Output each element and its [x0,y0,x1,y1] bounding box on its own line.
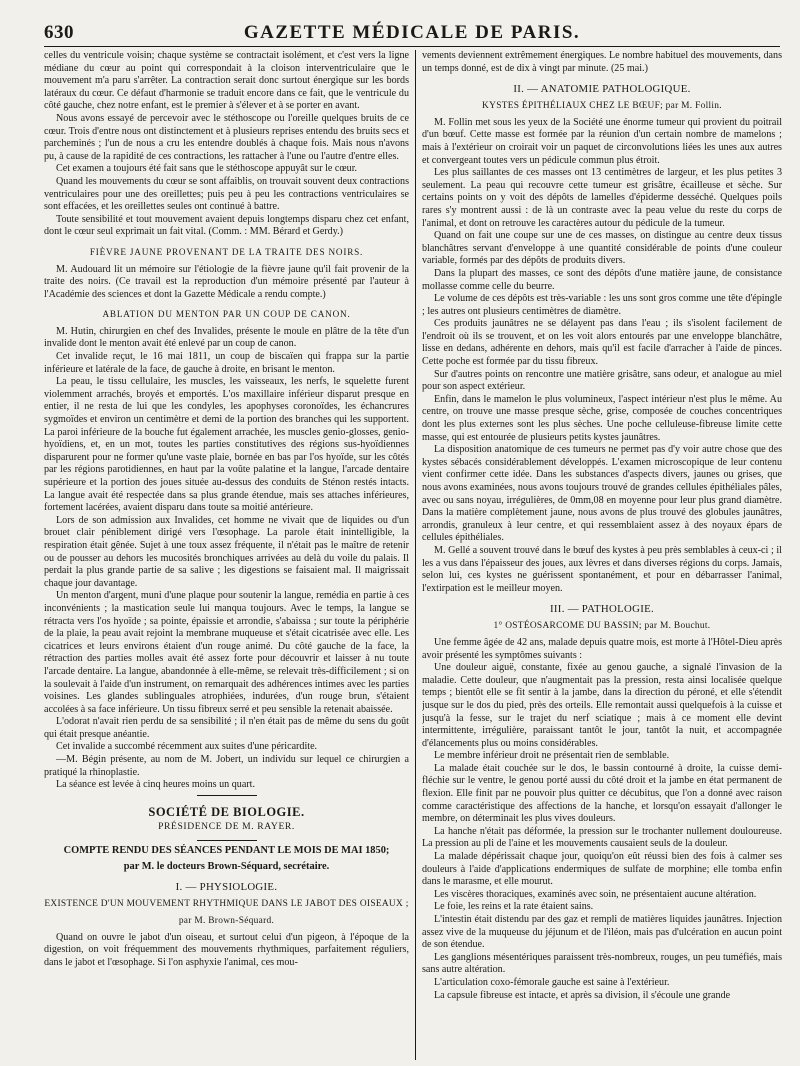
paragraph: Les ganglions mésentériques paraissent très-nombreux, rouges, un peu tuméfiés, mais sans autre altération. [422,951,782,976]
paragraph: La capsule fibreuse est intacte, et après sa division, il s'écoule une grande [434,989,731,1001]
paragraph: La peau, le tissu cellulaire, les muscles, les vaisseaux, les nerfs, le squelette furent violemment arrachés, broyés et emportés. L'os maxillaire inférieur disparut presque en entier, il ne resta de lui que les condyles, les apophyses coronoïdes, les échancrures sygmoïdes et environ un centimètre et demi de la portion des branches qui les supportent. La paroi inférieure de la bouche fut également arrachée, les muscles genio-glosses, genio-hyoïdiens, et, en un mot, toutes les parties constitutives des régions sus-hyoïdiennes disparurent pour ne former qu'une vaste plaie, bornée en bas par l'os hyoïde, sur les côtés par les régions parotidiennes, en haut par la voûte palatine et la langue, l'arcade dentaire supérieure et la portion des joues située au-dessus des conduits de Sténon restés intacts. La langue avait été respectée dans sa plus grande étendue, mais ses attaches inférieures, fortement lacérées, avaient disparu dans toute sa moitié antérieure. [44,376,409,514]
page-number: 630 [44,22,74,43]
paragraph: Ces produits jaunâtres ne se délayent pas dans l'eau ; ils s'isolent facilement de l'endroit où ils se trouvent, et on les voit alors entourés par une enveloppe blanchâtre, lisse en dedans, adhérente en dehors, mais qu'il est facile d'arracher à l'aide de pinces. Cette poche est formée par du tissu fibreux. [422,318,782,368]
article-author: par M. Brown-Séquard. [178,915,275,926]
paragraph: L'intestin était distendu par des gaz et rempli de matières liquides jaunâtres. Injection assez vive de la muqueuse du jéjunum et de l'iléon, mais pas d'ulcération en aucun point de son étendue. [422,914,782,951]
society-title: SOCIÉTÉ DE BIOLOGIE. [148,804,305,819]
running-head [44,18,780,47]
presidence-line: PRÉSIDENCE DE M. RAYER. [158,821,295,833]
paragraph: Cet examen a toujours été fait sans que le stéthoscope appuyât sur le cœur. [56,163,358,175]
paragraph: La séance est levée à cinq heures moins un quart. [56,779,255,791]
part-heading: II. — ANATOMIE PATHOLOGIQUE. [513,83,691,96]
paragraph: La disposition anatomique de ces tumeurs ne permet pas d'y voir autre chose que des kystes sébacés considérablement développés. L'examen microscopique de leur contenu vient confirmer cette idée. Dans les substances d'aspects divers, jaunes ou grises, que nous avons examinées, nous avons toujours trouvé de grandes cellules épithéliales pâles, avec ou sans noyau, irrégulières, de 0mm,08 en moyenne pour leur plus grand diamètre. Dans la matière complètement jaune, nous avons de plus trouvé des globules jaunâtres, arrondis, granuleux à leur centre, et qui ressemblaient assez à des noyaux épars de cellules épithéliales. [422,444,782,544]
paragraph: Cet invalide reçut, le 16 mai 1811, un coup de biscaïen qui frappa sur la partie inférieure et latérale de la face, de gauche à droite, en brisant le menton. [44,351,409,375]
paragraph: M. Hutin, chirurgien en chef des Invalides, présente le moule en plâtre de la tête d'un invalide dont le menton avait été enlevé par un coup de canon. [44,325,409,350]
paragraph: Cet invalide a succombé récemment aux suites d'une péricardite. [56,741,318,753]
column-rule [415,50,416,1060]
paragraph: Un menton d'argent, muni d'une plaque pour soutenir la langue, remédia en partie à ces inconvénients ; la mastication seule lui manqua toujours. Avec le temps, la langue se rétracta vers l'os hyoïde ; sa pointe, épaissie et arrondie, s'abaissa ; sur toute la périphérie de la plaie, la peau avait rejoint la membrane muqueuse et s'était cicatrisée avec elle. Les cicatrices et leurs environs étaient d'un rouge animé. Du côté gauche de la face, la rétraction des parties molles avait été assez forte pour découvrir et laisser à nu toute l'arcade dentaire. La langue, abandonnée à elle-même, se relevait très-difficilement ; si on la soulevait à l'aide d'un instrument, on remarquait des adhérences intimes avec les parties voisines. Les glandes sublinguales atrophiées, indurées, d'un rouge brun, s'étaient accolées à sa face inférieure. Un tissu fibreux serré et peu sensible la retenait abaissée. [44,590,409,715]
left-column [44,50,409,1060]
report-author: par M. le docteurs Brown-Séquard, secrétaire. [123,861,330,873]
paragraph: Le membre inférieur droit ne présentait rien de semblable. [434,750,670,762]
paragraph: celles du ventricule voisin; chaque système se contractait isolément, et c'est vers la ligne médiane du cœur au point qui correspondait à la cloison interventriculaire que le mouvement m'a paru s'arrêter. La contraction serait donc surtout énergique sur les bords latéraux du cœur. Ce défaut d'harmonie se traduit encore dans ce fait, que le ventricule du côté gauche, chez notre enfant, est le premier à s'élever et à se porter en avant. [44,50,409,112]
section-title: ABLATION DU MENTON PAR UN COUP DE CANON. [102,309,351,320]
journal-title: GAZETTE MÉDICALE DE PARIS. [243,22,581,43]
paragraph: M. Gellé a souvent trouvé dans le bœuf des kystes à peu près semblables à ceux-ci ; il les a vus dans l'épaisseur des joues, aux lèvres et dans diverses régions du corps. Jamais, selon lui, ces kystes ne guérissent spontanément, et pour en débarrasser l'animal, l'extirpation est le meilleur moyen. [422,544,782,594]
paragraph: Quand on fait une coupe sur une de ces masses, on distingue au centre deux tissus blanchâtres servant d'enveloppe à une quantité considérable de points d'une couleur variable, formés par des dépôts de produits divers. [422,230,782,267]
divider [197,795,257,796]
paragraph: Enfin, dans le mamelon le plus volumineux, l'aspect intérieur n'est plus le même. Au centre, on trouve une masse presque sèche, grise, composée de couches concentriques dont les plus externes sont les plus sèches. Une poche celluleuse-fibreuse limite cette masse, qui est entourée de plusieurs petits kystes jaunâtres. [422,393,782,443]
report-title: COMPTE RENDU DES SÉANCES PENDANT LE MOIS DE MAI 1850; [63,845,390,857]
section-title: FIÈVRE JAUNE PROVENANT DE LA TRAITE DES NOIRS. [89,246,364,257]
paragraph: Quand on ouvre le jabot d'un oiseau, et surtout celui d'un pigeon, à l'époque de la digestion, on voit fréquemment des mouvements rhythmiques, parfaitement réguliers, dans le jabot et l'œsophage. Si l'on asphyxie l'animal, ces mou- [44,931,409,968]
paragraph: Dans la plupart des masses, ce sont des dépôts d'une matière jaune, de consistance mollasse comme celle du beurre. [422,267,782,292]
paragraph: vements deviennent extrêmement énergiques. Le nombre habituel des mouvements, dans un temps donné, est de dix à vingt par minute. (25 mai.) [422,50,782,74]
paragraph: Les plus saillantes de ces masses ont 13 centimètres de largeur, et les plus petites 3 seulement. La peau qui recouvre cette tumeur est grisâtre, écailleuse et sèche. Sur certains points on y voit des dépôts de lamelles d'épiderme desséché. Quelques poils rares s'y montrent aussi : de là un contraste avec la peau velue du reste du corps de l'animal, et dont on retrouve les caractères autour du pédicule de la tumeur. [422,167,782,229]
paragraph: La hanche n'était pas déformée, la pression sur le trochanter nullement douloureuse. La pression au pli de l'aine et les mouvements causaient seuls de la douleur. [422,825,782,850]
paragraph: M. Follin met sous les yeux de la Société une énorme tumeur qui provient du poitrail d'un bœuf. Cette masse est formée par la réunion d'un certain nombre de mamelons ; mais à l'extérieur on croirait voir un paquet de circonvolutions liées les unes aux autres et convergeant toutes vers un pédicule commun plus étroit. [422,116,782,166]
article-title: EXISTENCE D'UN MOUVEMENT RHYTHMIQUE DANS LE JABOT DES OISEAUX ; [44,898,409,909]
paragraph: Le foie, les reins et la rate étaient sains. [434,901,594,913]
article-title: KYSTES ÉPITHÉLIAUX CHEZ LE BŒUF; par M. Follin. [482,100,722,111]
article-title: 1° OSTÉOSARCOME DU BASSIN; par M. Bouchut. [493,620,711,631]
paragraph: La malade dépérissait chaque jour, quoiqu'on eût réussi bien des fois à calmer ses douleurs à l'aide d'applications endermiques de sulfate de morphine; elle tomba enfin dans le marasme, et elle mourut. [422,851,782,888]
paragraph: Le volume de ces dépôts est très-variable : les uns sont gros comme une tête d'épingle ; les autres ont plusieurs centimètres de diamètre. [422,293,782,317]
part-heading: I. — PHYSIOLOGIE. [175,881,278,894]
paragraph: M. Audouard lit un mémoire sur l'étiologie de la fièvre jaune qu'il fait provenir de la traite des noirs. (Ce travail est la reproduction d'un mémoire présenté par l'auteur à l'Académie des sciences et dont la Gazette Médicale a rendu compte.) [44,263,409,300]
right-column [422,50,782,1060]
paragraph: Nous avons essayé de percevoir avec le stéthoscope ou l'oreille quelques bruits de ce cœur. Trois d'entre nous ont distinctement et à plusieurs reprises entendu des bruits secs et parcheminés ; l'un de nous a cru les entendre doublés à chaque fois. Mais nous n'avons pu, à cause de la rapidité de ces contractions, les rattacher à l'une ou l'autre d'entre elles. [44,112,409,162]
paragraph: —M. Bégin présente, au nom de M. Jobert, un individu sur lequel ce chirurgien a pratiqué la rhinoplastie. [44,754,409,778]
paragraph: Sur d'autres points on rencontre une matière grisâtre, sans odeur, et analogue au miel pour son aspect extérieur. [422,368,782,393]
paragraph: L'articulation coxo-fémorale gauche est saine à l'extérieur. [434,976,670,988]
paragraph: Lors de son admission aux Invalides, cet homme ne vivait que de liquides ou d'un brouet clair péniblement dirigé vers l'œsophage. La parole était inintelligible, la respiration était gênée. Sujet à une toux assez fréquente, il n'était pas le maître de retenir ou de pousser au dehors les mucosités bronchiques arrivées au delà du voile du palais. Il perdait la plus grande partie de sa salive ; les digestions se faisaient mal. Il maigrissait chaque jour davantage. [44,514,409,589]
divider [197,840,257,841]
paragraph: Les viscères thoraciques, examinés avec soin, ne présentaient aucune altération. [434,888,757,900]
part-heading: III. — PATHOLOGIE. [550,603,654,616]
paragraph: Toute sensibilité et tout mouvement avaient depuis longtemps disparu chez cet enfant, dont le cœur seul exprimait un fait vital. (Comm. : MM. Bérard et Gerdy.) [44,213,409,238]
paragraph: L'odorat n'avait rien perdu de sa sensibilité ; il n'en était pas de même du sens du goût qui était presque anéantie. [44,716,409,740]
paragraph: Quand les mouvements du cœur se sont affaiblis, on trouvait souvent deux contractions ventriculaires pour une des oreillettes; puis peu à peu les contractions ventriculaires se sont effacées, et les oreillettes seules ont continué à battre. [44,175,409,213]
paragraph: Une femme âgée de 42 ans, malade depuis quatre mois, est morte à l'Hôtel-Dieu après avoir présenté les symptômes suivants : [422,636,782,661]
paragraph: Une douleur aiguë, constante, fixée au genou gauche, a signalé l'invasion de la maladie. Cette douleur, que n'augmentait pas la pression, resta ainsi localisée quelque temps ; bientôt elle se fit sentir à la jambe, dans la direction du péroné, et elle s'étendit jusque sur le dos du pied, près des orteils. Elle remontait aussi quelquefois à la cuisse et jusqu'à la fesse, sur le trajet du nerf sciatique ; mais à ce moment elle devint intermittente, irrégulière, paraissant tantôt le jour, tantôt la nuit, et accompagnée d'élancements plus ou moins considérables. [422,662,782,749]
paragraph: La malade était couchée sur le dos, le bassin contourné à droite, la cuisse demi-fléchie sur le ventre, le genou porté aussi du côté droit et la jambe en état permanent de flexion. Elle finit par ne pouvoir plus quitter ce décubitus, que l'on a donné avec raison comme caractéristique des affections de la hanche, et lorsqu'on essayait d'allonger le membre, on déterminait les plus vives douleurs. [422,762,782,825]
